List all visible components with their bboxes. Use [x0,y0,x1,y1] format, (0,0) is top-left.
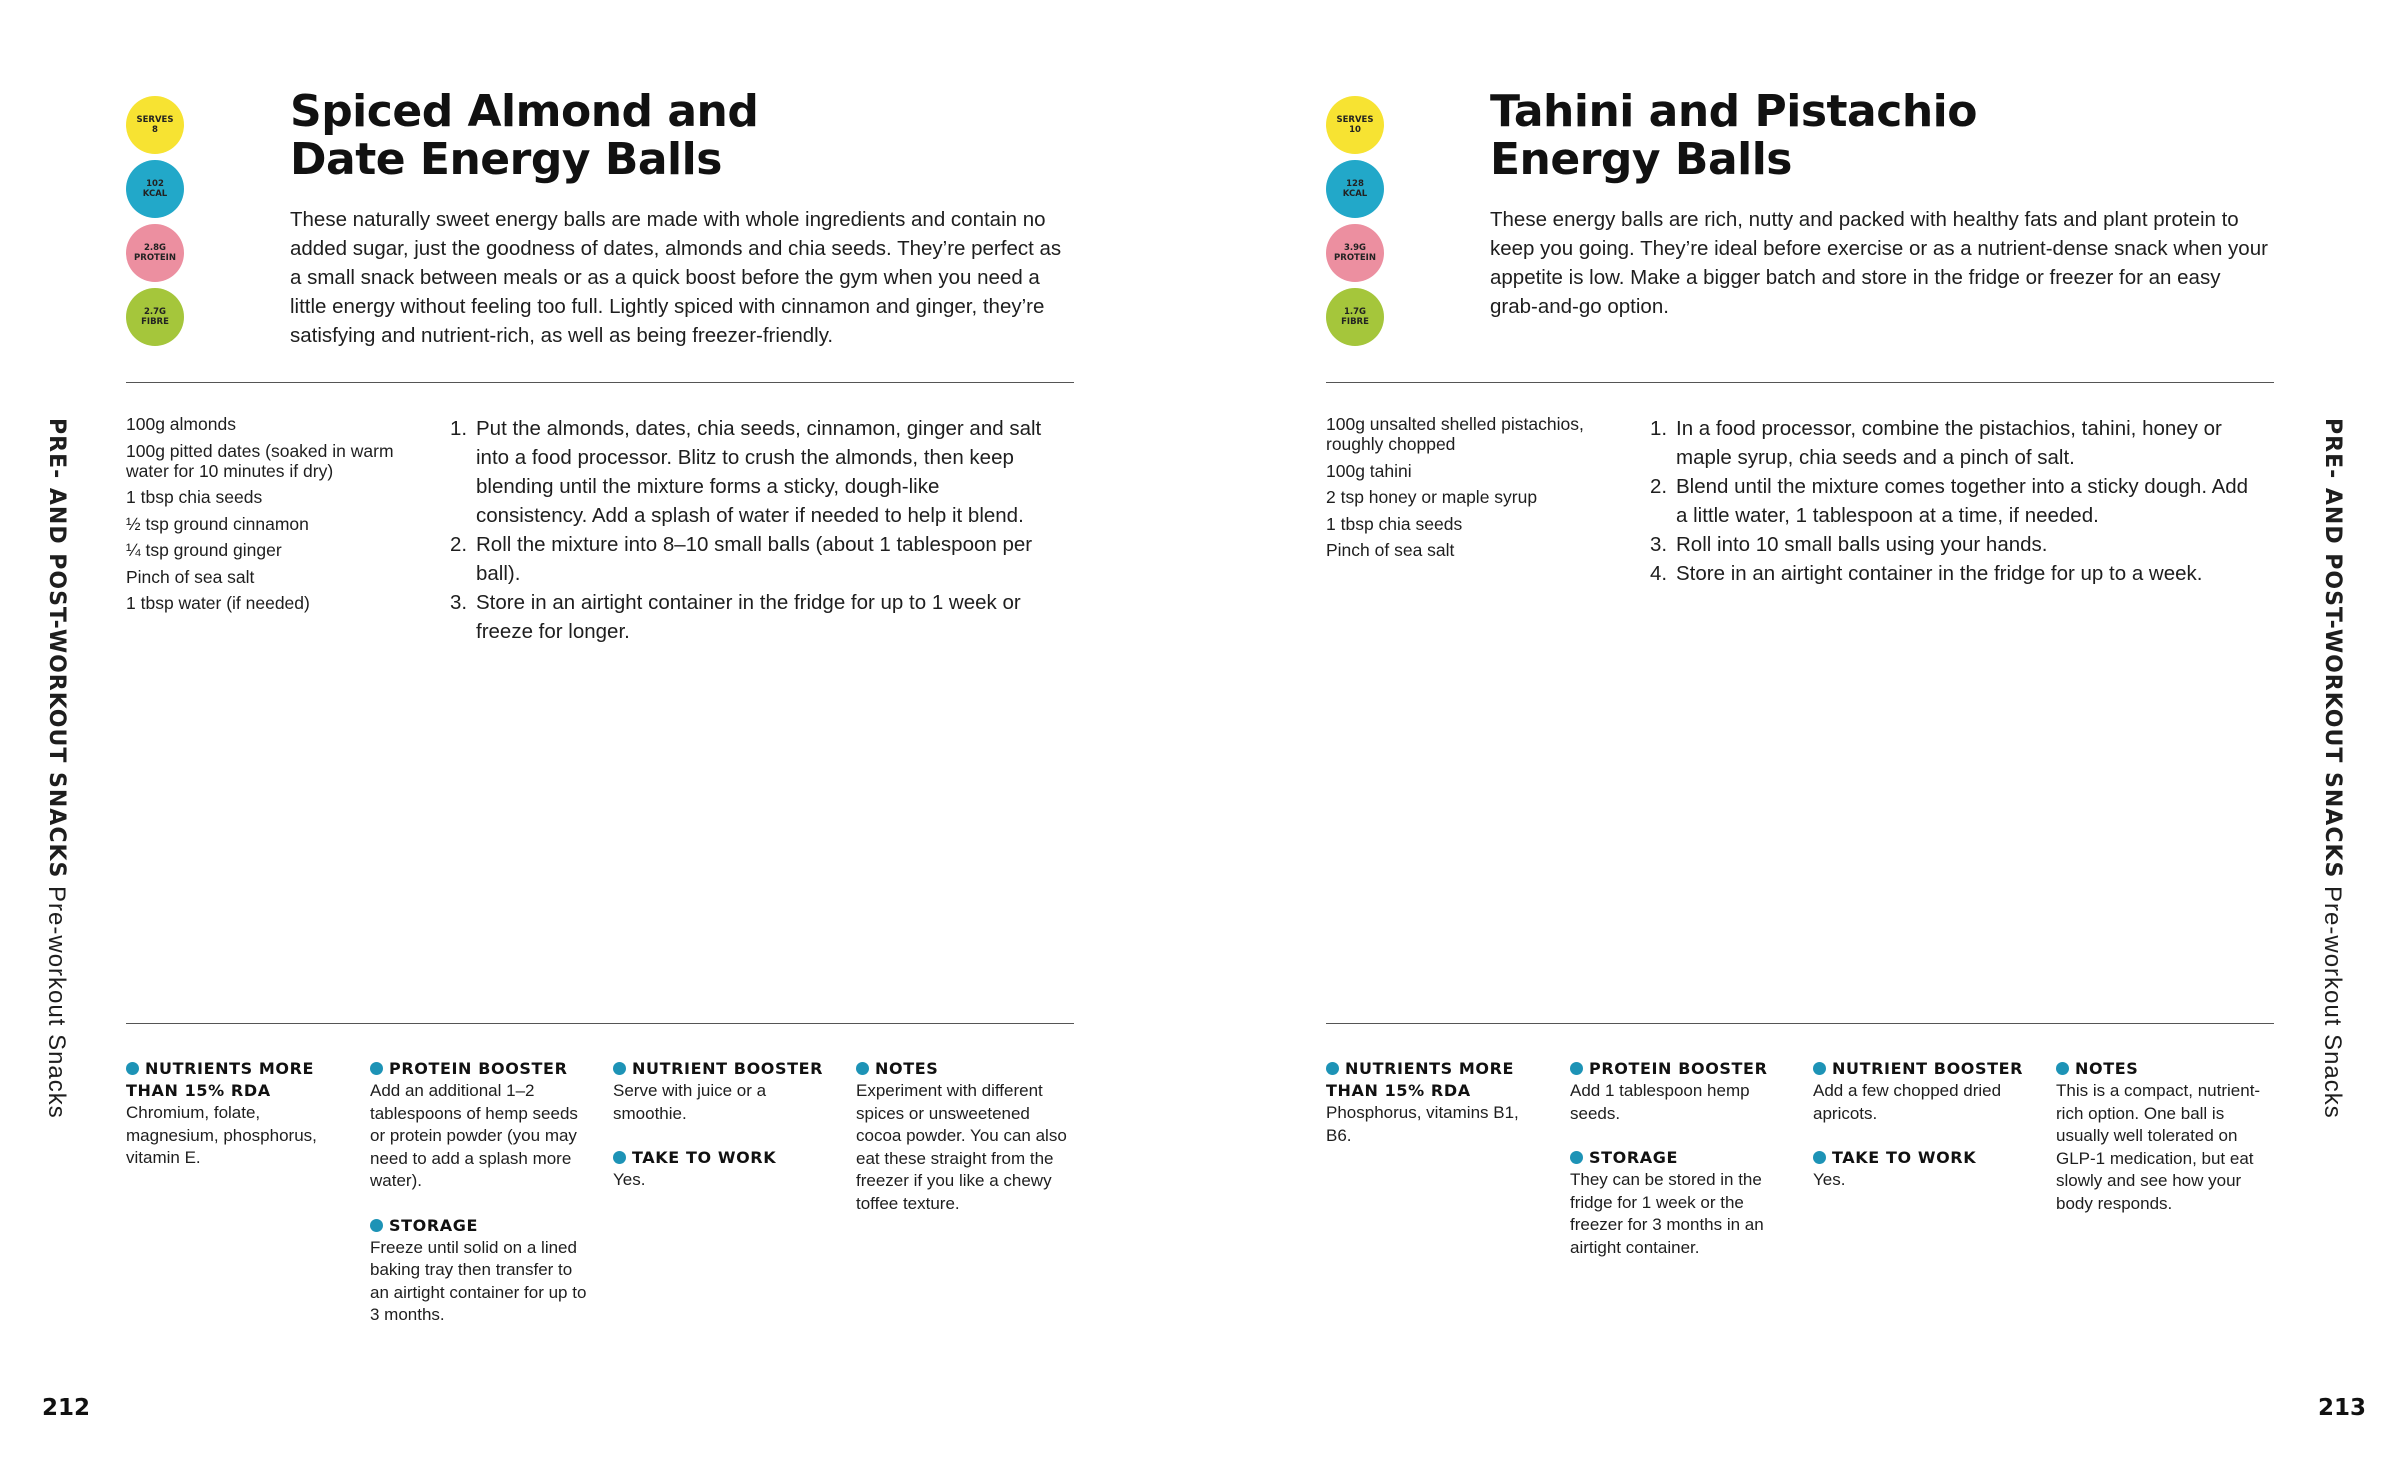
method-step: 4. Store in an airtight container in the fridge for up to a week. [1650,562,2203,585]
serves-badge: SERVES 10 [1326,96,1384,154]
storage-heading: STORAGE [389,1215,479,1235]
kcal-badge: 102 KCAL [126,160,184,218]
nutrients-text: Chromium, folate, magnesium, phosphorus, vitamin E. [126,1103,317,1167]
protein-booster-section [370,1058,590,1349]
nutrients-heading: NUTRIENTS MORE THAN 15% RDA [1326,1059,1515,1100]
ingredient-item: 2 tsp honey or maple syrup [1326,487,1538,507]
method-steps [1650,414,2250,588]
bullet-icon [370,1219,383,1232]
nutrients-section [126,1058,346,1192]
bullet-icon [1570,1062,1583,1075]
kcal-badge: 128 KCAL [1326,160,1384,218]
bullet-icon [613,1151,626,1164]
right-page [1200,0,2400,1461]
notes-section [2056,1058,2276,1237]
storage-heading: STORAGE [1589,1148,1679,1167]
take-to-work-heading: TAKE TO WORK [1832,1148,1977,1167]
ingredient-item: 100g unsalted shelled pistachios, roughly chopped [1326,414,1584,454]
ingredient-item: ¼ tsp ground ginger [126,540,282,560]
protein-badge: 3.9G PROTEIN [1326,224,1384,282]
method-step: 2. Roll the mixture into 8–10 small balls (about 1 tablespoon per ball). [450,533,1033,585]
notes-heading: NOTES [875,1059,939,1078]
ingredient-item: Pinch of sea salt [126,566,255,587]
ingredient-item: 1 tbsp chia seeds [126,487,263,507]
nutrients-section [1326,1058,1546,1169]
ingredient-item: Pinch of sea salt [1326,540,1455,560]
protein-booster-text: Add an additional 1–2 tablespoons of hemp seeds or protein powder (you may need to add a splash more water). [370,1081,578,1190]
section-sidebar: PRE- AND POST-WORKOUT SNACKS Pre-workout Snacks [2319,418,2346,1119]
bullet-icon [856,1062,869,1075]
bullet-icon [126,1062,139,1075]
protein-booster-section [1570,1058,1790,1281]
bullet-icon [1813,1151,1826,1164]
ingredient-item: 100g pitted dates (soaked in warm water for 10 minutes if dry) [126,440,394,481]
bullet-icon [1570,1151,1583,1164]
section-sidebar: PRE- AND POST-WORKOUT SNACKS Pre-workout Snacks [43,418,70,1119]
recipe-intro: These energy balls are rich, nutty and packed with healthy fats and plant protein to keep you going. They’re ideal before exercise or as a nutrient-dense snack when your appetite is low. Make a bigger batch and store in the fridge or freezer for an easy grab-and-go option. [1490,208,2268,318]
nutrient-booster-heading: NUTRIENT BOOSTER [632,1059,824,1078]
notes-text: Experiment with different spices or unsweetened cocoa powder. You can also eat these straight from the freezer if you like a chewy toffee texture. [856,1081,1067,1213]
nutrients-heading: NUTRIENTS MORE THAN 15% RDA [126,1059,315,1100]
page-number: 213 [2318,1395,2367,1421]
serves-badge: SERVES 8 [126,96,184,154]
bullet-icon [1813,1062,1826,1075]
ingredients-list [126,414,416,620]
divider [1326,382,2274,383]
ingredient-item: 100g tahini [1326,460,1412,481]
protein-booster-heading: PROTEIN BOOSTER [1589,1059,1768,1078]
method-steps [450,414,1050,646]
ingredient-item: 100g almonds [126,414,236,434]
nutrient-booster-text: Add a few chopped dried apricots. [1813,1081,2002,1123]
protein-booster-text: Add 1 tablespoon hemp seeds. [1570,1081,1750,1123]
recipe-intro: These naturally sweet energy balls are made with whole ingredients and contain no added sugar, just the goodness of dates, almonds and chia seeds. They’re perfect as a small snack between meals or as a quick boost before the gym when you need a little energy without feeling too full. Lightly spiced with cinnamon and ginger, they’re satisfying and nutrient-rich, as well as being freezer-friendly. [290,208,1062,347]
storage-text: Freeze until solid on a lined baking tray then transfer to an airtight container for up to 3 months. [370,1237,587,1324]
notes-heading: NOTES [2075,1059,2139,1078]
fibre-badge: 2.7G FIBRE [126,288,184,346]
method-step: 1. In a food processor, combine the pistachios, tahini, honey or maple syrup, chia seeds and a pinch of salt. [1650,417,2222,469]
storage-text: They can be stored in the fridge for 1 week or the freezer for 3 months in an airtight container. [1570,1170,1764,1257]
page-number: 212 [42,1395,91,1421]
notes-section [856,1058,1076,1237]
ingredient-item: ½ tsp ground cinnamon [126,513,309,534]
protein-badge: 2.8G PROTEIN [126,224,184,282]
method-step: 2. Blend until the mixture comes together into a sticky dough. Add a little water, 1 tablespoon at a time, if needed. [1650,475,2249,527]
divider [126,1023,1074,1024]
method-step: 1. Put the almonds, dates, chia seeds, cinnamon, ginger and salt into a food processor. Blitz to crush the almonds, then keep blending until the mixture forms a sticky, dough-like consistency. Add a splash of water if needed to help it blend. [450,417,1042,527]
nutrient-booster-section [613,1058,833,1214]
recipe-title: Spiced Almond and Date Energy Balls [290,86,759,185]
nutrition-badges [1326,96,1384,352]
divider [1326,1023,2274,1024]
nutrition-badges [126,96,184,352]
recipe-title: Tahini and Pistachio Energy Balls [1490,86,1977,185]
bullet-icon [370,1062,383,1075]
ingredient-item: 1 tbsp water (if needed) [126,593,310,613]
fibre-badge: 1.7G FIBRE [1326,288,1384,346]
nutrient-booster-heading: NUTRIENT BOOSTER [1832,1059,2024,1078]
nutrient-booster-section [1813,1058,2033,1214]
method-step: 3. Store in an airtight container in the fridge for up to 1 week or freeze for longer. [450,591,1021,643]
method-step: 3. Roll into 10 small balls using your hands. [1650,533,2048,556]
take-to-work-text: Yes. [1813,1170,1846,1189]
protein-booster-heading: PROTEIN BOOSTER [389,1059,568,1078]
notes-text: This is a compact, nutrient-rich option. One ball is usually well tolerated on GLP-1 medication, but eat slowly and see how your body responds. [2056,1081,2261,1213]
divider [126,382,1074,383]
nutrients-text: Phosphorus, vitamins B1, B6. [1326,1103,1519,1145]
ingredient-item: 1 tbsp chia seeds [1326,513,1463,534]
nutrient-booster-text: Serve with juice or a smoothie. [613,1081,767,1123]
take-to-work-heading: TAKE TO WORK [632,1148,777,1167]
bullet-icon [1326,1062,1339,1075]
take-to-work-text: Yes. [613,1170,646,1189]
bullet-icon [2056,1062,2069,1075]
bullet-icon [613,1062,626,1075]
ingredients-list [1326,414,1616,567]
